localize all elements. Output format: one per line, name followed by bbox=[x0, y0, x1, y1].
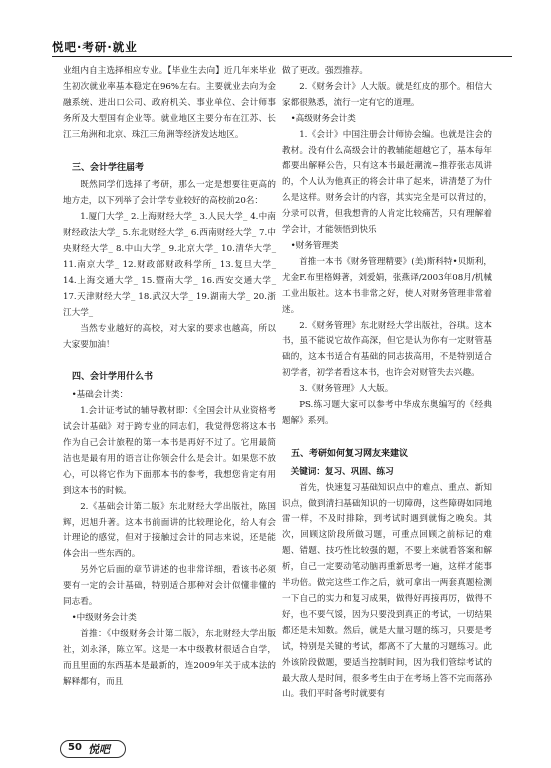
paragraph: 另外它后面的章节讲述的也非常详细，看该书必须要有一定的会计基础，特别适合那种对会计似懂非懂的同志看。 bbox=[63, 565, 276, 608]
paragraph: 2.《财务会计》人大版。就是红皮的那个。相信大家都很熟悉，流行一定有它的道理。 bbox=[282, 81, 492, 108]
paragraph: 首推：《中级财务会计第二版》，东北财经大学出版社，刘永泽，陈立军。这是一本中级教材很适合自学，而且里面的东西基本是最新的，连2009年关于成本法的解释都有，而且 bbox=[63, 628, 276, 687]
keywords-line: 关键词：复习、巩固、练习 bbox=[290, 466, 394, 477]
school-list: 1.厦门大学_ 2.上海财经大学_ 3.人民大学_ 4.中南财经政法大学_ 5.东北财经大学_ 6.西南财经大学_ 7.中央财经大学_ 8.中山大学_ 9.北京大学_ 10.清华大学_ 11.南京大学_ 12.财政部财政科学所_ 13.复旦大学_ 14.上海交通大学_ 15.暨南大学_ 16.西安交通大学_ 17.天津财经大学_ 18.武汉大学_ 19.湖南大学_ 20.浙江大学_ bbox=[63, 212, 276, 318]
section-heading: 五、考研如何复习网友来建议 bbox=[291, 448, 409, 459]
paragraph: 业组内自主选择相应专业。【毕业生去向】近几年来毕业生初次就业率基本稳定在96%左右。主要就业去向为金融系统、进出口公司、政府机关、事业单位、会计师事务所及大型国有企业等。就业地区主要分布在江苏、长江三角洲和北京、珠江三角洲等经济发达地区。 bbox=[63, 66, 276, 140]
bullet-heading: •高级财务会计类 bbox=[290, 113, 356, 124]
paragraph: PS.练习题大家可以参考中华成东奥编写的《经典题解》系列。 bbox=[282, 400, 492, 426]
header-title: 悦吧·考研·就业 bbox=[52, 40, 138, 54]
paragraph: 既然同学们选择了考研，那么一定是想要往更高的地方走，以下列举了会计学专业较好的高校前20名： bbox=[63, 180, 276, 207]
page-footer bbox=[60, 740, 130, 758]
right-column bbox=[282, 64, 492, 703]
bullet-heading: •中级财务会计类 bbox=[71, 613, 137, 623]
paragraph: 1.《会计》中国注册会计师协会编。也就是注会的教材。没有什么高级会计的教辅能超越它了，基本每年都要出解释公告，只有这本书最赶潮流~推荐张志凤讲的，个人认为他真正的将会计串了起来，讲清楚了为什么是这样。财务会计的内容，其实完全是可以背过的，分录可以背，但我想背的人肯定比较痛苦，只有理解着学会计，才能领悟到快乐 bbox=[282, 129, 492, 236]
paragraph: 2.《基础会计第二版》东北财经大学出版社，陈国辉，迟旭升著。这本书前面讲的比较理论化，给人有会计理论的感觉，但对于接触过会计的同志来说，还是能体会出一些东西的。 bbox=[63, 501, 276, 560]
page-number: 50 bbox=[68, 742, 82, 753]
footer-brand: 悦吧 bbox=[88, 743, 110, 756]
bullet-heading: •财务管理类 bbox=[290, 240, 339, 251]
paragraph: 首推一本书《财务管理精要》(美)斯科特•贝斯利，尤金F.布里格姆著，刘爱娟，张燕译/2003年08月/机械工业出版社。这本书非常之好，使人对财务管理非常着迷。 bbox=[282, 256, 492, 315]
bullet-heading: •基础会计类： bbox=[71, 390, 129, 401]
paragraph: 2.《财务管理》东北财经大学出版社，谷琪。这本书，虽不能说它故作高深，但它是认为你有一定财管基础的，这本书适合有基础的同志拔高用，不是特别适合初学者，初学者看这本书，也许会对财管失去兴趣。 bbox=[282, 320, 492, 379]
paragraph: 做了更改。强烈推荐。 bbox=[282, 66, 368, 76]
section-heading: 四、会计学用什么书 bbox=[72, 372, 154, 383]
paragraph: 首先，快速复习基础知识点中的难点、重点、新知识点，做到清扫基础知识的一切障碍，这些障碍如同地雷一样，不及时排除，到考试时遇到就悔之晚矣。其次，回顾这阶段所做习题，可重点回顾之前标记的难题、错题、技巧性比较强的题，不要上来就看答案和解析，自己一定要动笔动脑再重新思考一遍，这样才能事半功倍。做完这些工作之后，就可拿出一两套真题检测一下自己的实力和复习成果，做得好再接再厉，做得不好，也不要气馁，因为只要没到真正的考试，一切结果都还是未知数。然后，就是大量习题的练习，只要是考试，特别是关键的考试，都离不了大量的习题练习。此外该阶段做题，要适当控制时间，因为我们管综考试的最大敌人是时间，很多考生由于在考场上答不完而落孙山。我们平时备考时就要有 bbox=[282, 482, 492, 700]
header-rule bbox=[52, 56, 512, 57]
paragraph: 3.《财务管理》人大版。 bbox=[299, 384, 394, 395]
page-header bbox=[52, 38, 512, 58]
paragraph: 1.会计证考试的辅导教材即：《全国会计从业资格考试会计基础》对于跨专业的同志们，我觉得您将这本书作为自己会计旅程的第一本书是再好不过了。它用最简洁也是最有用的语言让你领会什么是会计。如果您不放心，可以将它作为下面那本书的参考，我想您肯定有用到这本书的时候。 bbox=[63, 406, 276, 496]
section-heading: 三、会计学往届考 bbox=[72, 162, 145, 173]
left-column bbox=[63, 64, 276, 691]
paragraph: 当然专业越好的高校，对大家的要求也越高，所以大家要加油！ bbox=[63, 323, 276, 350]
